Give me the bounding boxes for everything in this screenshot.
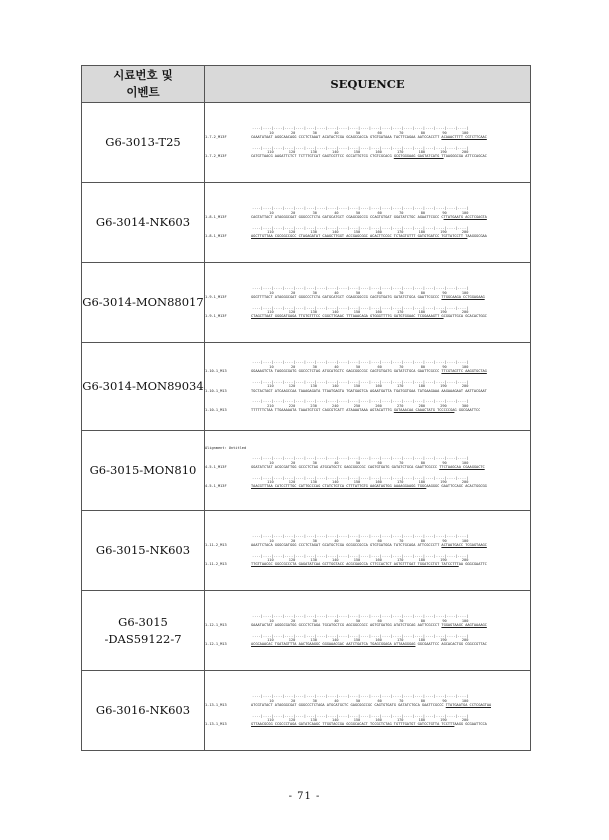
highlighted-sequence: ACTAATGACC TCGAGTAAGC — [441, 542, 487, 547]
ruler-numbers: 110 120 130 140 150 160 170 180 190 200 — [252, 637, 469, 642]
table-row — [82, 671, 531, 751]
sequence-label: 1-10-1_M13 — [205, 408, 227, 413]
highlighted-sequence: TTCGTAGTTC AAGGTGCTAG — [441, 369, 487, 374]
sequence-line — [205, 295, 530, 300]
sample-name: G6-3013-T25 — [105, 135, 181, 149]
alignment-block — [205, 360, 530, 373]
sequence-label: 1-10-1_M13 — [205, 369, 227, 374]
sequence-bases: GTTAACGCGG CCGCCCTAGA GATATCAAGC TTGGTACCGA GCGGCACACT TCCGCTCTAG TGTTTGATGT GATCCTGTTA TCCTTTAAGG GCGAATTCCA — [251, 722, 487, 727]
alignment-block — [205, 534, 530, 547]
highlighted-sequence: AGCTTGTTAA CGCGGCCGCC CTAGAGATAT CAAGCTTGGT ACCGAGCGGC ACACTTCCGC TCTAGTGTTT GATGTGATCC TGTTATCCTT T — [251, 234, 468, 239]
sequence-cell — [205, 103, 531, 183]
ruler-ticks: ....|....|....|....|....|....|....|....|....|....|....|....|....|....|....|....|....|....|....|....| — [252, 379, 469, 384]
sequence-label: 4-5-1_M13F — [205, 464, 227, 469]
sample-cell — [82, 263, 205, 343]
sequence-bases: CAAATATAAT AGGCAACAGG CCCTCTAAAT ACATACTCGA GCAGCCACCA GTGTGATAAA TACTTCAGAA AATCCACCTT ACAAACTTTT CGTCTTCAAC — [251, 134, 487, 139]
sequence-line — [205, 369, 530, 374]
sample-name: G6-3015 — [118, 614, 168, 629]
sequence-bases: CAGTATTACT ATAGGGCGAT GGGCCCTCTA GATGCATGCT CGAGCGGCCG CCAGTGTGAT GGATATCTGC AGAATTCGCC CTTATGAATG ACCTCGAGTA — [251, 214, 487, 219]
sample-cell — [82, 671, 205, 751]
sequence-line — [205, 234, 530, 239]
sequence-line — [205, 642, 530, 647]
sequence-bases: TTGTTAACGC GGCCGCCCTA GAGATATCAA GCTTGGTACC ACGCGAGCCA CTTCCACTCT AGTGTTTGAT TGGATCCTGT TATCCTTTAA GGGCGAATTC — [251, 562, 487, 567]
sample-name: G6-3014-MON88017 — [82, 295, 204, 309]
sequence-line — [205, 722, 530, 727]
highlighted-sequence: TTGGCAAGA CCTGGAGAAG — [441, 294, 485, 299]
sequence-cell — [205, 183, 531, 263]
table-row — [82, 263, 531, 343]
highlighted-sequence: ACAAACTTTT CGTCTTCAAC — [441, 134, 487, 139]
sequence-label: 1-8-1_M13F — [205, 234, 227, 239]
highlighted-sequence: GTTAACGCGG CCGCCCTAGA GATATCAAGC TTGGTACCGA GCGGCACACT TCCGCTCTAG TGTTTGATGT GATCCTGTTA TCCTTT — [251, 722, 455, 727]
sequence-cell — [205, 511, 531, 591]
highlighted-sequence: ACGCAAACAC TGATAGTTTA AACTGAAGGC GGGAAACGAC AATCTGATCA TGAGCGGAGA ATTAAGGGAG — [251, 642, 416, 647]
alignment-block — [205, 554, 530, 567]
sample-cell — [82, 343, 205, 431]
highlighted-sequence: GATAAACAA CAAACTATG TCCCCCGA — [393, 408, 455, 413]
sequence-bases: TAACGTTTAA CATCCTTTGC CATTGCCCAG CTATCTGTCA CTTTATTGTG AAGATAGTGG AAAAGGAAGG TGGCAAGGGC GAATTCCAGC ACACTGGCGG — [251, 484, 487, 489]
ruler-ticks: ....|....|....|....|....|....|....|....|....|....|....|....|....|....|....|....|....|....|....|....| — [252, 360, 469, 365]
sequence-line — [205, 562, 530, 567]
sequence-label: 1-9-1_M13F — [205, 314, 227, 319]
table-row — [82, 183, 531, 263]
sequence-bases: ACGCAAACAC TGATAGTTTA AACTGAAGGC GGGAAACGAC AATCTGATCA TGAGCGGAGA ATTAAGGGAG GGCGAATTCC AGCACACTGG CGGCCGTTAC — [251, 642, 487, 647]
alignment-block — [205, 456, 530, 469]
sample-header-line1: 시료번호 및 — [113, 68, 173, 82]
alignment-block — [205, 126, 530, 139]
sequence-label: 1-7-2_M13F — [205, 154, 227, 159]
sequence-cell — [205, 343, 531, 431]
ruler-ticks: ....|....|....|....|....|....|....|....|....|....|....|....|....|....|....|....|....|....|....|....| — [252, 633, 469, 638]
alignment-block — [205, 476, 530, 489]
sequence-label: 1-9-1_M13F — [205, 294, 227, 299]
ruler-ticks: ....|....|....|....|....|....|....|....|....|....|....|....|....|....|....|....|....|....|....|....| — [252, 475, 469, 480]
ruler-numbers: 10 20 30 40 50 60 70 80 90 100 — [252, 364, 469, 369]
alignment-block — [205, 146, 530, 159]
ruler-numbers: 10 20 30 40 50 60 70 80 90 100 — [252, 290, 469, 295]
sequence-table — [81, 65, 531, 751]
ruler-numbers: 110 120 130 140 150 160 170 180 190 200 — [252, 557, 469, 562]
ruler-numbers: 210 220 230 240 250 260 270 280 290 300 — [252, 403, 469, 408]
ruler-ticks: ....|....|....|....|....|....|....|....|....|....|....|....|....|....|....|....|....|....|....|....| — [252, 225, 469, 230]
ruler-ticks: ....|....|....|....|....|....|....|....|....|....|....|....|....|....|....|....|....|....|....|....| — [252, 286, 469, 291]
highlighted-sequence: TTGTTAACGC GGCCGCCCTA GAGATATCAA GCTTGGTACC ACGCGAGCCA CTTCCACTCT AGTGTTTGAT TGGATCCTGT TATCCTTT — [251, 562, 459, 567]
alignment-block — [205, 286, 530, 299]
sequence-bases: GGATATCTAT ACGCGATTGG GCCCTCTAG ATGCATGCTC GAGCGGCCGC CAGTGTGATG GATATCTGCA GAATTCGCCC TTCTAAGCAA CGAAGGACTC — [251, 464, 485, 469]
sample-header-line2: 이벤트 — [126, 85, 160, 99]
sample-name: G6-3016-NK603 — [95, 703, 191, 717]
sequence-label: 1-8-1_M13F — [205, 214, 227, 219]
highlighted-sequence: TTATGAATG ACCTCGAGTA — [443, 214, 487, 219]
sequence-bases: ATCGTATACT ATAGGGCGAT GGGCCCTCTAGA ATGCATGCTC GAGCGGCCGC CAGTGTGATG GATATCTGCA GAATTCGCCC TTATGAATGA CCTCGAGTAA — [251, 702, 492, 707]
ruler-ticks: ....|....|....|....|....|....|....|....|....|....|....|....|....|....|....|....|....|....|....|....| — [252, 206, 469, 211]
ruler-ticks: ....|....|....|....|....|....|....|....|....|....|....|....|....|....|....|....|....|....|....|....| — [252, 126, 469, 131]
sequence-bases: GAAATACTAT AGGGCGATGG GCCCTCTAGA TGCATGCTCG AGCGGCCGCC AGTGTGATGG ATATCTGCAG AATTCGCCCT TGGAGTAAGC AAGTAAAAGC — [251, 622, 487, 627]
ruler-numbers: 10 20 30 40 50 60 70 80 90 100 — [252, 460, 469, 465]
ruler-numbers: 110 120 130 140 150 160 170 180 190 200 — [252, 149, 469, 154]
sample-cell — [82, 103, 205, 183]
alignment-block — [205, 226, 530, 239]
ruler-numbers: 10 20 30 40 50 60 70 80 90 100 — [252, 618, 469, 623]
alignment-block — [205, 306, 530, 319]
highlighted-sequence: TTCTAAGCAA CGAAGGACTC — [439, 464, 485, 469]
sequence-bases: GGAAAGTCTA TAGGGCGATG GGCCCTCTAG ATGCATGCTC GAGCGGCCGC CAGTGTGATG GATATCTGCA GAATTCGCCC TTCGTAGTTC AAGGTGCTAG — [251, 369, 487, 374]
sequence-line — [205, 623, 530, 628]
sequence-bases: CTAGCTTAAT GGGGATGAGA TTGTGTTTCC CGGCTTGAAC TTTAAACAGA GTGGGTTTTG GATGTGGAAC TCGGAAAGTT GCGGATTGCA GCACACTGGC — [251, 314, 487, 319]
alignment-block — [205, 634, 530, 647]
ruler-ticks: ....|....|....|....|....|....|....|....|....|....|....|....|....|....|....|....|....|....|....|....| — [252, 694, 469, 699]
sequence-label: 1-11-2_M13 — [205, 542, 227, 547]
sequence-bases: AGCTTGTTAA CGCGGCCGCC CTAGAGATAT CAAGCTTGGT ACCGAGCGGC ACACTTCCGC TCTAGTGTTT GATGTGATCC TGTTATCCTT TAAGGGCGAA — [251, 234, 487, 239]
sequence-line — [205, 215, 530, 220]
sequence-bases: GGGTTTTACT ATAGGGCGAT GGGCCCTCTA GATGCATGCT CGAGCGGCCG CAGTGTGATG GATATCTGCA GAATTCGCCC TTGGCAAGA CCTGGAGAAG — [251, 294, 485, 299]
table-row — [82, 591, 531, 671]
table-body — [82, 103, 531, 751]
ruler-numbers: 110 120 130 140 150 160 170 180 190 200 — [252, 309, 469, 314]
sequence-bases: TGCTACTAGT ATCAAGCCAA TAAAGAGATA TTAATGAGTA TGATGAGTCA AGAATGATTA TGATGGTGAA TATGAAGAAA AAGAAAGAAT AATTACGAAT — [251, 388, 487, 393]
sample-name: G6-3015-NK603 — [95, 543, 191, 557]
ruler-ticks: ....|....|....|....|....|....|....|....|....|....|....|....|....|....|....|....|....|....|....|....| — [252, 456, 469, 461]
table-row — [82, 511, 531, 591]
sequence-line — [205, 703, 530, 708]
sequence-line — [205, 135, 530, 140]
ruler-ticks: ....|....|....|....|....|....|....|....|....|....|....|....|....|....|....|....|....|....|....|....| — [252, 614, 469, 619]
ruler-ticks: ....|....|....|....|....|....|....|....|....|....|....|....|....|....|....|....|....|....|....|....| — [252, 553, 469, 558]
table-row — [82, 431, 531, 511]
sequence-line — [205, 543, 530, 548]
sequence-label: 1-11-2_M13 — [205, 562, 227, 567]
ruler-ticks: ....|....|....|....|....|....|....|....|....|....|....|....|....|....|....|....|....|....|....|....| — [252, 713, 469, 718]
sequence-label: 1-13-1_M13 — [205, 722, 227, 727]
ruler-numbers: 110 120 130 140 150 160 170 180 190 200 — [252, 479, 469, 484]
page-number: - 71 - — [288, 791, 321, 802]
sequence-bases: CATGTTAACG AAGATTCTCT TCTTTGTCAT GAGTCGTTCC GCCATTGTCG CTGTCGCACG GCGTGGGAAG GAGTATCATG TTAAGGGCGA ATTCCAGCAC — [251, 154, 487, 159]
alignment-block — [205, 399, 530, 412]
sequence-bases: TTTTTTCTAA TTGAAAAATA TAAATGTCGT CAGCGTCATT ATAAAATAAA AGTACATTTG GATAAACAA CAAACTATG TCCCCCGAG GGCGAATTCC — [251, 408, 481, 413]
sequence-line — [205, 389, 530, 394]
highlighted-sequence: TGGAGTAAGC AAGTAAAAGC — [441, 622, 487, 627]
alignment-block — [205, 614, 530, 627]
sequence-bases: AAATTCTACA GGGCGATGGG CCCTCTAGAT GCATGCTCGA GCGGCCGCCA GTGTGATGGA TATCTGCAGA ATTCGCCCTT ACTAATGACC TCGAGTAAGC — [251, 542, 487, 547]
sequence-label: 4-5-1_M13F — [205, 484, 227, 489]
sequence-cell — [205, 431, 531, 511]
sequence-label: 1-13-1_M13 — [205, 702, 227, 707]
sequence-label: 1-12-1_M13 — [205, 622, 227, 627]
highlighted-sequence: TTATGAATGA CCTCGAGTAA — [445, 702, 492, 707]
highlighted-sequence: TAACGTTTAA CATCCTTTGC CATTGCCCAG CTATCTGTCA CTTTATTGTG AAGATAGTGG AAAAGGAAGG TGGC — [251, 484, 427, 489]
alignment-block — [205, 694, 530, 707]
ruler-ticks: ....|....|....|....|....|....|....|....|....|....|....|....|....|....|....|....|....|....|....|....| — [252, 399, 469, 404]
sequence-line — [205, 314, 530, 319]
sample-name: G6-3014-NK603 — [95, 215, 191, 229]
sequence-header: SEQUENCE — [205, 66, 531, 103]
sequence-label: 1-10-1_M13 — [205, 388, 227, 393]
alignment-block — [205, 714, 530, 727]
sequence-line — [205, 465, 530, 470]
alignment-block — [205, 206, 530, 219]
table-row — [82, 103, 531, 183]
sample-cell — [82, 183, 205, 263]
ruler-numbers: 10 20 30 40 50 60 70 80 90 100 — [252, 698, 469, 703]
ruler-numbers: 10 20 30 40 50 60 70 80 90 100 — [252, 538, 469, 543]
sequence-line — [205, 484, 530, 489]
sample-name: G6-3014-MON89034 — [82, 379, 204, 393]
sample-cell — [82, 591, 205, 671]
sequence-cell — [205, 671, 531, 751]
sequence-cell — [205, 591, 531, 671]
highlighted-sequence: GCGTGGGAAG GAGTATCATG T — [393, 154, 444, 159]
sequence-label: 1-7-2_M13F — [205, 134, 227, 139]
ruler-ticks: ....|....|....|....|....|....|....|....|....|....|....|....|....|....|....|....|....|....|....|....| — [252, 534, 469, 539]
alignment-block — [205, 380, 530, 393]
ruler-ticks: ....|....|....|....|....|....|....|....|....|....|....|....|....|....|....|....|....|....|....|....| — [252, 145, 469, 150]
alignment-title: Alignment: Untitled — [205, 446, 247, 451]
ruler-numbers: 10 20 30 40 50 60 70 80 90 100 — [252, 130, 469, 135]
sample-cell — [82, 431, 205, 511]
highlighted-sequence: CTAGCTTAAT GGGGATGAGA TTGTGTTTCC CGGCTTGAAC TTTAAACAGA GTGGGTTTTG GATGTGGAAC TCGGAAAGTT G — [251, 314, 444, 319]
sample-name: G6-3015-MON810 — [89, 463, 197, 477]
table-row — [82, 343, 531, 431]
table-header-row — [82, 66, 531, 103]
sequence-label: 1-12-1_M13 — [205, 642, 227, 647]
sequence-line — [205, 154, 530, 159]
sample-event-header — [82, 66, 205, 103]
ruler-numbers: 110 120 130 140 150 160 170 180 190 200 — [252, 384, 469, 389]
ruler-numbers: 110 120 130 140 150 160 170 180 190 200 — [252, 229, 469, 234]
sample-cell — [82, 511, 205, 591]
sample-name: -DAS59122-7 — [104, 631, 182, 646]
ruler-numbers: 10 20 30 40 50 60 70 80 90 100 — [252, 210, 469, 215]
sequence-line — [205, 408, 530, 413]
ruler-ticks: ....|....|....|....|....|....|....|....|....|....|....|....|....|....|....|....|....|....|....|....| — [252, 305, 469, 310]
sequence-cell — [205, 263, 531, 343]
ruler-numbers: 110 120 130 140 150 160 170 180 190 200 — [252, 717, 469, 722]
